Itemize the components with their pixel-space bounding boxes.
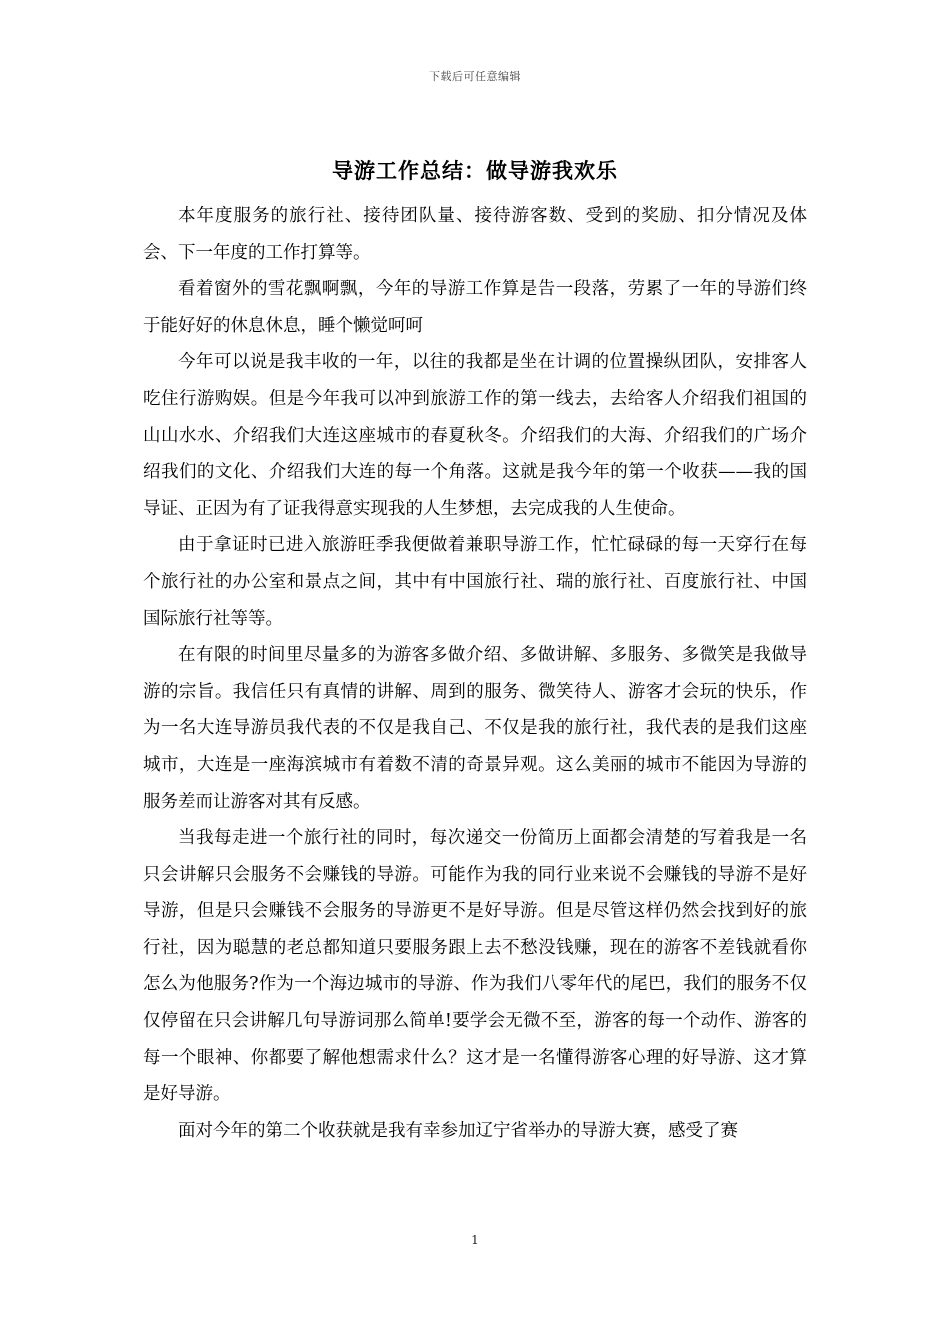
paragraph: 本年度服务的旅行社、接待团队量、接待游客数、受到的奖励、扣分情况及体会、下一年度的工作打算等。 xyxy=(143,206,807,263)
paragraph: 由于拿证时已进入旅游旺季我便做着兼职导游工作，忙忙碌碌的每一天穿行在每个旅行社的办公室和景点之间，其中有中国旅行社、瑞的旅行社、百度旅行社、中国国际旅行社等等。 xyxy=(143,535,807,629)
document-body xyxy=(143,198,807,1149)
paragraph: 面对今年的第二个收获就是我有幸参加辽宁省举办的导游大赛，感受了赛 xyxy=(178,1120,738,1141)
header-note: 下载后可任意编辑 xyxy=(429,70,521,83)
document-title: 导游工作总结：做导游我欢乐 xyxy=(332,158,618,183)
paragraph: 当我每走进一个旅行社的同时，每次递交一份简历上面都会清楚的写着我是一名只会讲解只会服务不会赚钱的导游。可能作为我的同行业来说不会赚钱的导游不是好导游，但是只会赚钱不会服务的导游更不是好导游。但是尽管这样仍然会找到好的旅行社，因为聪慧的老总都知道只要服务跟上去不愁没钱赚，现在的游客不差钱就看你怎么为他服务?作为一个海边城市的导游、作为我们八零年代的尾巴，我们的服务不仅仅停留在只会讲解几句导游词那么简单!要学会无微不至，游客的每一个动作、游客的每一个眼神、你都要了解他想需求什么？这才是一名懂得游客心理的好导游、这才算是好导游。 xyxy=(143,828,807,1105)
paragraph: 今年可以说是我丰收的一年，以往的我都是坐在计调的位置操纵团队，安排客人吃住行游购娱。但是今年我可以冲到旅游工作的第一线去，去给客人介绍我们祖国的山山水水、介绍我们大连这座城市的春夏秋冬。介绍我们的大海、介绍我们的广场介绍我们的文化、介绍我们大连的每一个角落。这就是我今年的第一个收获——我的国导证、正因为有了证我得意实现我的人生梦想，去完成我的人生使命。 xyxy=(143,352,807,519)
paragraph: 看着窗外的雪花飘啊飘，今年的导游工作算是告一段落，劳累了一年的导游们终于能好好的休息休息，睡个懒觉呵呵 xyxy=(143,279,807,336)
paragraph: 在有限的时间里尽量多的为游客多做介绍、多做讲解、多服务、多微笑是我做导游的宗旨。我信任只有真情的讲解、周到的服务、微笑待人、游客才会玩的快乐，作为一名大连导游员我代表的不仅是我自己、不仅是我的旅行社，我代表的是我们这座城市，大连是一座海滨城市有着数不清的奇景异观。这么美丽的城市不能因为导游的服务差而让游客对其有反感。 xyxy=(143,645,807,812)
page-number: 1 xyxy=(471,1233,479,1247)
